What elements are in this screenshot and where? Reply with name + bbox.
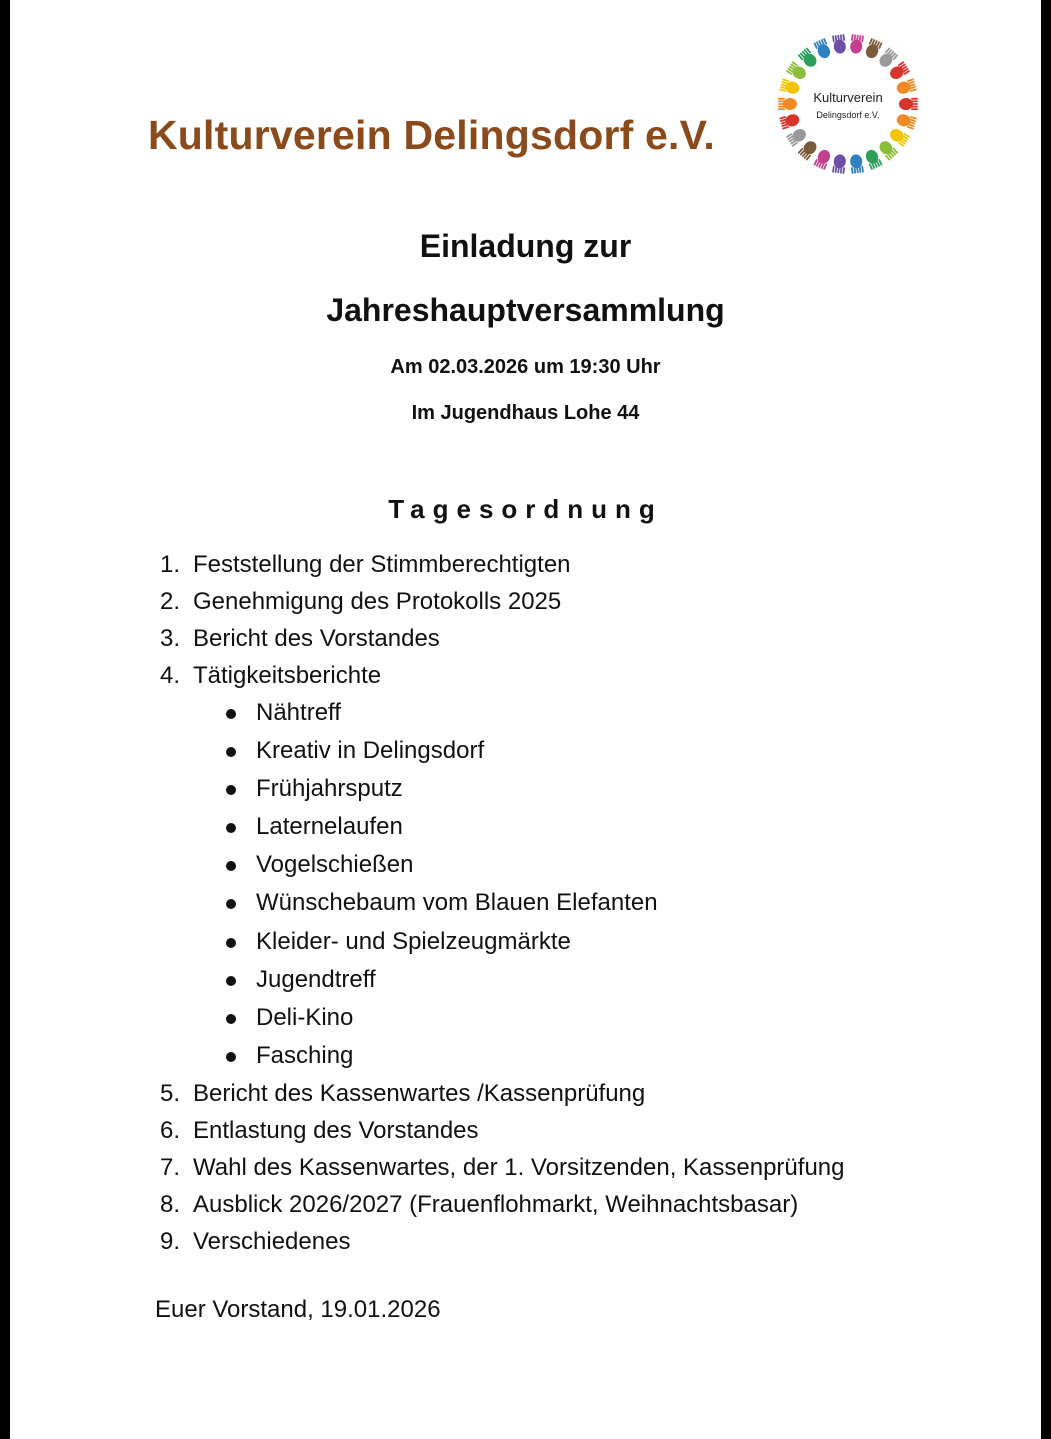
agenda-item-text: Tätigkeitsberichte: [193, 662, 382, 689]
activity-report-item: [160, 884, 1020, 922]
activity-report-item: [160, 999, 1020, 1037]
handprint-mark: [877, 139, 899, 161]
meeting-location: Im Jugendhaus Lohe 44: [411, 402, 640, 424]
handprint-mark: [888, 126, 911, 147]
handprint-mark: [899, 98, 918, 110]
logo-text-line2: Delingsdorf e.V.: [816, 110, 880, 120]
agenda-item: [160, 657, 1020, 694]
activity-report-item: [160, 923, 1020, 961]
agenda-item-text: Verschiedenes: [193, 1227, 351, 1255]
agenda-item-number: 6.: [160, 1116, 181, 1144]
agenda-item-text: Ausblick 2026/2027 (Frauenflohmarkt, Weihnachtsbasar): [193, 1190, 799, 1218]
activity-report-item: [160, 694, 1020, 732]
bullet-icon: [226, 709, 236, 719]
agenda-item-number: 5.: [160, 1079, 181, 1107]
handprint-mark: [779, 78, 801, 95]
agenda-item-text: Bericht des Vorstandes: [193, 625, 440, 652]
activity-report-text: Kreativ in Delingsdorf: [256, 737, 485, 765]
activity-report-text: Jugendtreff: [256, 965, 376, 993]
activity-report-text: Laternelaufen: [256, 813, 403, 841]
handprint-mark: [864, 38, 883, 60]
agenda-item-number: 8.: [160, 1190, 181, 1218]
handprint-mark: [832, 34, 847, 55]
bullet-icon: [226, 938, 236, 948]
handprint-mark: [778, 98, 797, 110]
agenda-heading: Tagesordnung: [388, 494, 663, 524]
bullet-icon: [226, 1014, 236, 1024]
agenda-item-text: Bericht des Kassenwartes /Kassenprüfung: [193, 1079, 646, 1107]
activity-report-item: [160, 846, 1020, 884]
agenda-item-text: Wahl des Kassenwartes, der 1. Vorsitzenden, Kassenprüfung: [193, 1153, 845, 1181]
activity-report-text: Deli-Kino: [256, 1003, 354, 1031]
agenda-item: [160, 1149, 1020, 1186]
agenda-item: [160, 1112, 1020, 1149]
handprint-ring-logo: [774, 30, 922, 178]
organization-title: Kulturverein Delingsdorf e.V.: [148, 112, 716, 158]
agenda-item-text: Feststellung der Stimmberechtigten: [193, 551, 571, 578]
handprint-mark: [895, 113, 917, 130]
bullet-icon: [226, 823, 236, 833]
handprint-mark: [813, 148, 832, 170]
bullet-icon: [226, 785, 236, 795]
activity-report-item: [160, 770, 1020, 808]
agenda-item-number: 7.: [160, 1153, 181, 1181]
agenda-item: [160, 583, 1020, 620]
handprint-mark: [798, 139, 820, 161]
handprint-mark: [888, 61, 911, 82]
agenda-item: [160, 620, 1020, 657]
activity-report-item: [160, 808, 1020, 846]
agenda-item-number: 4.: [160, 662, 181, 689]
club-logo: [774, 30, 922, 178]
handprint-mark: [877, 47, 899, 69]
signoff: Euer Vorstand, 19.01.2026: [155, 1296, 441, 1323]
logo-text-line1: Kulturverein: [813, 90, 883, 105]
invitation-title-line2: Jahreshauptversammlung: [326, 292, 725, 328]
bullet-icon: [226, 1052, 236, 1062]
agenda-item-text: Entlastung des Vorstandes: [193, 1116, 479, 1144]
bullet-icon: [226, 861, 236, 871]
activity-report-text: Kleider- und Spielzeugmärkte: [256, 927, 571, 955]
activity-report-text: Wünschebaum vom Blauen Elefanten: [256, 889, 658, 917]
handprint-mark: [798, 47, 820, 69]
agenda-item-number: 1.: [160, 551, 181, 578]
bullet-icon: [226, 747, 236, 757]
activity-report-text: Vogelschießen: [256, 851, 414, 879]
document-page: [10, 0, 1041, 1439]
handprint-mark: [779, 113, 801, 130]
handprint-mark: [832, 154, 847, 175]
handprint-mark: [864, 148, 883, 170]
handprint-mark: [849, 34, 864, 55]
bullet-icon: [226, 899, 236, 909]
agenda-list: [160, 546, 1020, 1260]
handprint-mark: [786, 126, 809, 147]
meeting-date-time: Am 02.03.2026 um 19:30 Uhr: [390, 356, 661, 378]
activity-report-text: Frühjahrsputz: [256, 775, 403, 803]
activity-report-item: [160, 961, 1020, 999]
agenda-item-number: 2.: [160, 588, 181, 615]
agenda-item: [160, 1186, 1020, 1223]
invitation-title-line1: Einladung zur: [419, 228, 632, 264]
activity-report-item: [160, 732, 1020, 770]
agenda-item-text: Genehmigung des Protokolls 2025: [193, 588, 562, 615]
activity-report-text: Nähtreff: [256, 699, 341, 726]
activity-report-item: [160, 1037, 1020, 1075]
agenda-item-number: 3.: [160, 625, 181, 652]
agenda-item: [160, 1223, 1020, 1260]
handprint-mark: [813, 38, 832, 60]
agenda-item: [160, 546, 1020, 583]
handprint-mark: [895, 78, 917, 95]
bullet-icon: [226, 976, 236, 986]
handprint-mark: [786, 61, 809, 82]
agenda-item-number: 9.: [160, 1227, 181, 1255]
handprint-mark: [849, 154, 864, 175]
activity-report-text: Fasching: [256, 1041, 354, 1069]
agenda-item: [160, 1075, 1020, 1112]
